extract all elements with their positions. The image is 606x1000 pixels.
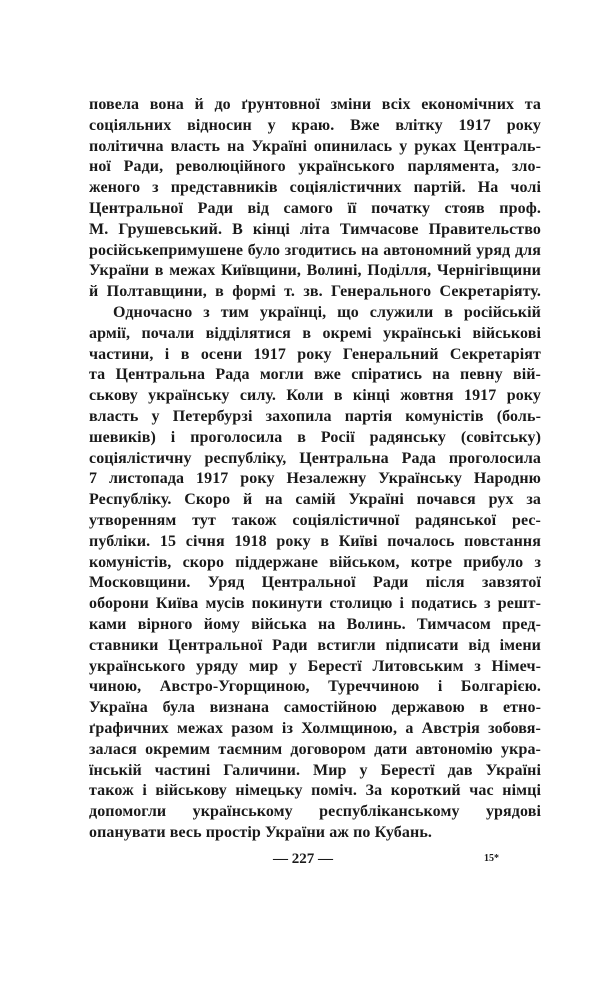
text-line: чиною, Австро-Угорщиною, Туреччиною і Болгарією. [89,678,541,696]
text-line: оборони Київа мусів покинути столицю і податись з решт- [89,595,541,613]
text-line: частини, і в осени 1917 року Генеральний Секретаріят [89,345,541,363]
text-line: повела вона й до ґрунтовної зміни всіх економічних та [89,96,541,113]
text-line: шевиків) і проголосила в Росії радянську (совітську) [89,428,541,446]
text-line: ками вірного йому війська на Волинь. Тимчасом пред- [89,615,541,633]
text-line: соціялістичну республіку, Центральна Рада проголосила [89,449,541,467]
signature-mark: 15* [484,853,499,864]
text-line: українського уряду мир у Берестї Литовським з Німеч- [89,657,541,675]
text-line: Республіку. Скоро й на самій Україні почався рух за [89,491,541,509]
text-line: також і військову німецьку поміч. За короткий час німці [89,782,541,800]
text-line: ставники Центральної Ради встигли підписати від імени [89,636,541,654]
text-line: Одночасно з тим українці, що служили в російській [113,303,541,321]
text-line: комуністів, скоро піддержане військом, котре прибуло з [89,553,541,571]
text-line: ськову українську силу. Коли в кінці жовтня 1917 року [89,387,541,405]
text-line: утворенням тут також соціялістичної радянської рес- [89,511,541,529]
text-line: 7 листопада 1917 року Незалежну Українську Народню [89,470,541,488]
text-line: політична власть на Україні опинилась у руках Централь- [89,137,541,155]
text-line: російськепримушене було згодитись на автономний уряд для [89,241,541,259]
text-line: публіки. 15 січня 1918 року в Київі почалось повстання [89,532,541,550]
page-number: — 227 — [273,851,333,867]
text-line: Україна була визнана самостійною державою в етно- [89,699,541,717]
text-line: України в межах Київщини, Волині, Поділля, Чернігівщини [89,262,541,280]
text-line: власть у Петербурзі захопила партія комуністів (боль- [89,407,541,425]
text-line: опанувати весь простір України аж по Кубань. [89,823,432,841]
text-line: соціяльних відносин у краю. Вже влітку 1917 року [89,116,541,134]
page-text [89,95,541,844]
text-line: армії, почали відділятися в окремі українські військові [89,324,541,342]
text-line: та Центральна Рада могли вже спіратись на певну вій- [89,366,541,384]
text-line: ної Ради, революційного українського парлямента, зло- [89,158,541,176]
text-line: допомогли українському республіканському урядові [89,803,541,821]
text-line: Центральної Ради від самого її початку стояв проф. [89,199,541,217]
text-line: й Полтавщини, в формі т. зв. Генерального Секретаріяту. [89,283,541,301]
text-line: залася окремим таємним договором дати автономію укра- [89,740,541,758]
text-line: М. Грушевський. В кінці літа Тимчасове Правительство [89,220,541,238]
text-line: ґрафичних межах разом із Холмщиною, а Австрія зобовя- [89,719,541,737]
text-line: їнській частині Галичини. Мир у Берестї дав Україні [89,761,541,779]
text-line: женого з представників соціялістичних партій. На чолі [89,179,541,197]
text-line: Московщини. Уряд Центральної Ради після завзятої [89,574,541,592]
